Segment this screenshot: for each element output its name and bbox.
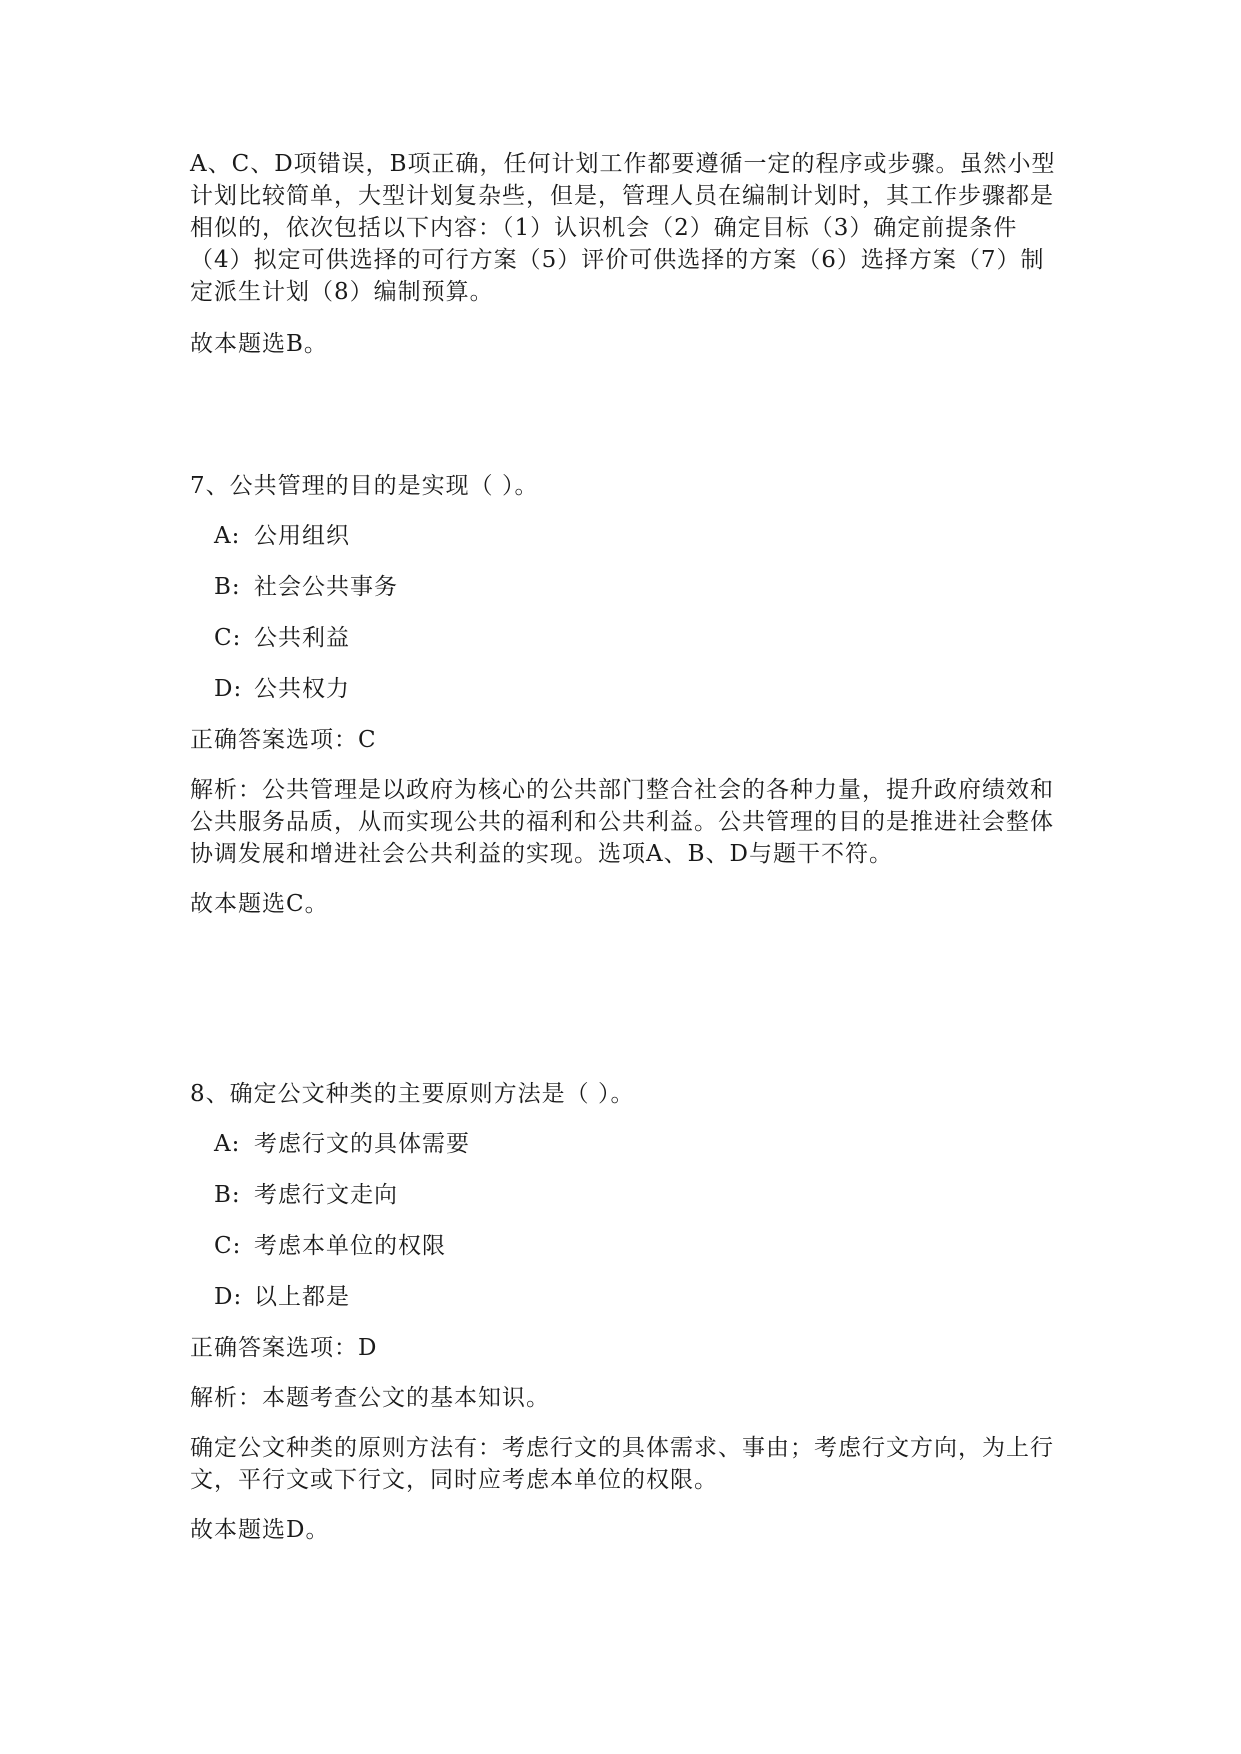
option-key: C: <box>214 1233 242 1259</box>
q7-option-c <box>214 622 350 654</box>
option-text: 公共权力 <box>254 676 350 702</box>
option-text: 考虑行文走向 <box>254 1182 398 1208</box>
q8-option-a <box>214 1128 470 1160</box>
option-key: B: <box>214 574 241 600</box>
option-key: B: <box>214 1182 241 1208</box>
q7-conclusion: 故本题选C。 <box>190 891 329 917</box>
q8-stem: 8、确定公文种类的主要原则方法是（ ）。 <box>190 1081 635 1107</box>
option-text: 以上都是 <box>254 1284 350 1310</box>
q8-answer: 正确答案选项：D <box>190 1335 378 1361</box>
q7-option-d <box>214 673 350 705</box>
prev-explanation-text: A、C、D项错误，B项正确，任何计划工作都要遵循一定的程序或步骤。虽然小型计划比较简单，大型计划复杂些，但是，管理人员在编制计划时，其工作步骤都是相似的，依次包括以下内容：（1）认识机会（2）确定目标（3）确定前提条件（4）拟定可供选择的可行方案（5）评价可供选择的方案（6）选择方案（7）制定派生计划（8）编制预算。 <box>190 151 1056 305</box>
option-key: D: <box>214 676 243 702</box>
q7-option-a <box>214 520 350 552</box>
q8-conclusion: 故本题选D。 <box>190 1517 330 1543</box>
option-text: 公共利益 <box>254 625 350 651</box>
q7-analysis: 解析：公共管理是以政府为核心的公共部门整合社会的各种力量，提升政府绩效和公共服务品质，从而实现公共的福利和公共利益。公共管理的目的是推进社会整体协调发展和增进社会公共利益的实现。选项A、B、D与题干不符。 <box>190 777 1054 867</box>
q8-analysis-detail: 确定公文种类的原则方法有：考虑行文的具体需求、事由；考虑行文方向，为上行文，平行文或下行文，同时应考虑本单位的权限。 <box>190 1435 1054 1493</box>
q8-analysis: 解析：本题考查公文的基本知识。 <box>190 1385 550 1411</box>
option-key: A: <box>214 1131 241 1157</box>
option-text: 公用组织 <box>254 523 350 549</box>
q8-option-d <box>214 1281 350 1313</box>
q7-stem: 7、公共管理的目的是实现（ ）。 <box>190 473 539 499</box>
prev-conclusion: 故本题选B。 <box>190 331 328 357</box>
option-key: A: <box>214 523 241 549</box>
option-key: C: <box>214 625 242 651</box>
q8-option-b <box>214 1179 398 1211</box>
q7-answer: 正确答案选项：C <box>190 727 377 753</box>
q8-option-c <box>214 1230 446 1262</box>
q7-option-b <box>214 571 398 603</box>
option-key: D: <box>214 1284 243 1310</box>
option-text: 考虑行文的具体需要 <box>254 1131 470 1157</box>
option-text: 考虑本单位的权限 <box>254 1233 446 1259</box>
option-text: 社会公共事务 <box>254 574 398 600</box>
